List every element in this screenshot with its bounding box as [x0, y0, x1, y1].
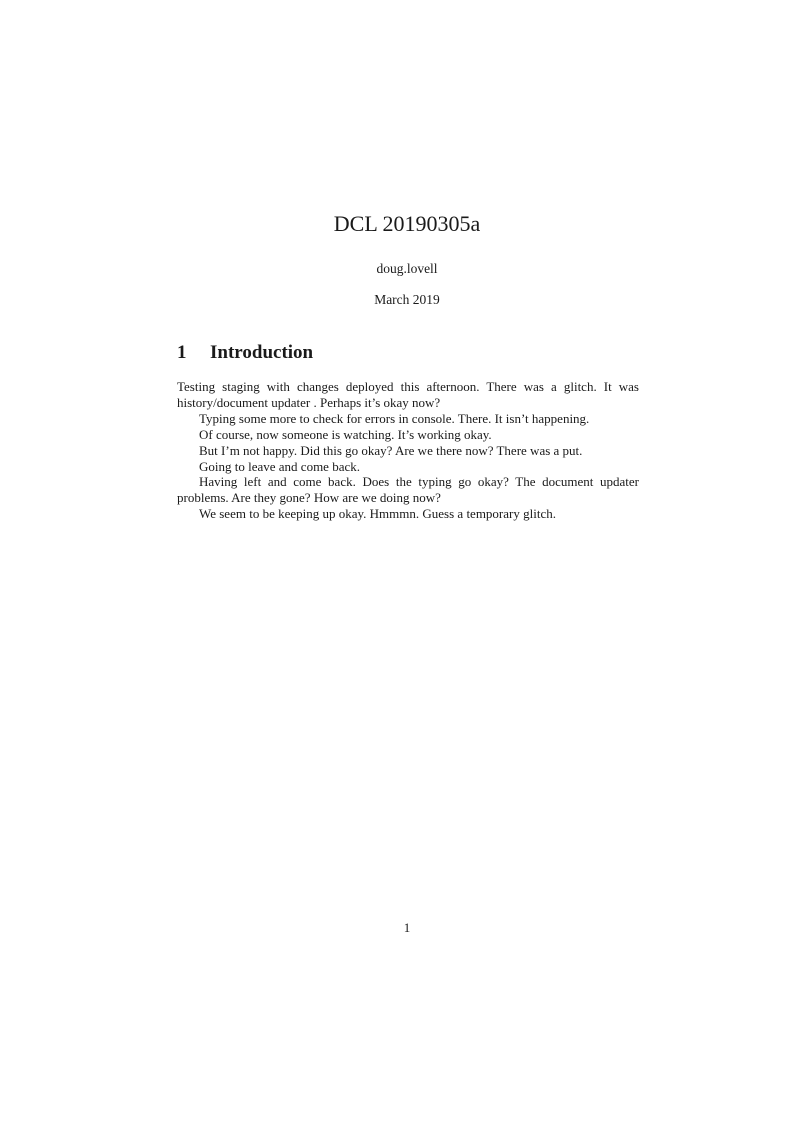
section-heading [177, 342, 637, 365]
paragraph: Testing staging with changes deployed this afternoon. There was a glitch. It was history/document updater . Perhaps it’s okay now? [177, 379, 639, 410]
paragraph: Of course, now someone is watching. It’s working okay. [199, 426, 492, 442]
section-title: Introduction [210, 342, 314, 363]
section-number: 1 [177, 342, 187, 363]
page-number: 1 [403, 920, 411, 935]
body-text [177, 379, 639, 522]
paragraph: Going to leave and come back. [199, 458, 360, 474]
paragraph: Typing some more to check for errors in console. There. It isn’t happening. [199, 410, 590, 426]
document-title: DCL 20190305a [333, 211, 481, 236]
document-date: March 2019 [374, 292, 440, 308]
document-author: doug.lovell [376, 261, 438, 277]
paragraph: Having left and come back. Does the typing go okay? The document updater problems. Are they gone? How are we doing now? [177, 474, 639, 506]
paragraph: We seem to be keeping up okay. Hmmmn. Guess a temporary glitch. [199, 506, 556, 522]
title-block [177, 212, 637, 309]
paragraph: But I’m not happy. Did this go okay? Are we there now? There was a put. [199, 442, 583, 458]
